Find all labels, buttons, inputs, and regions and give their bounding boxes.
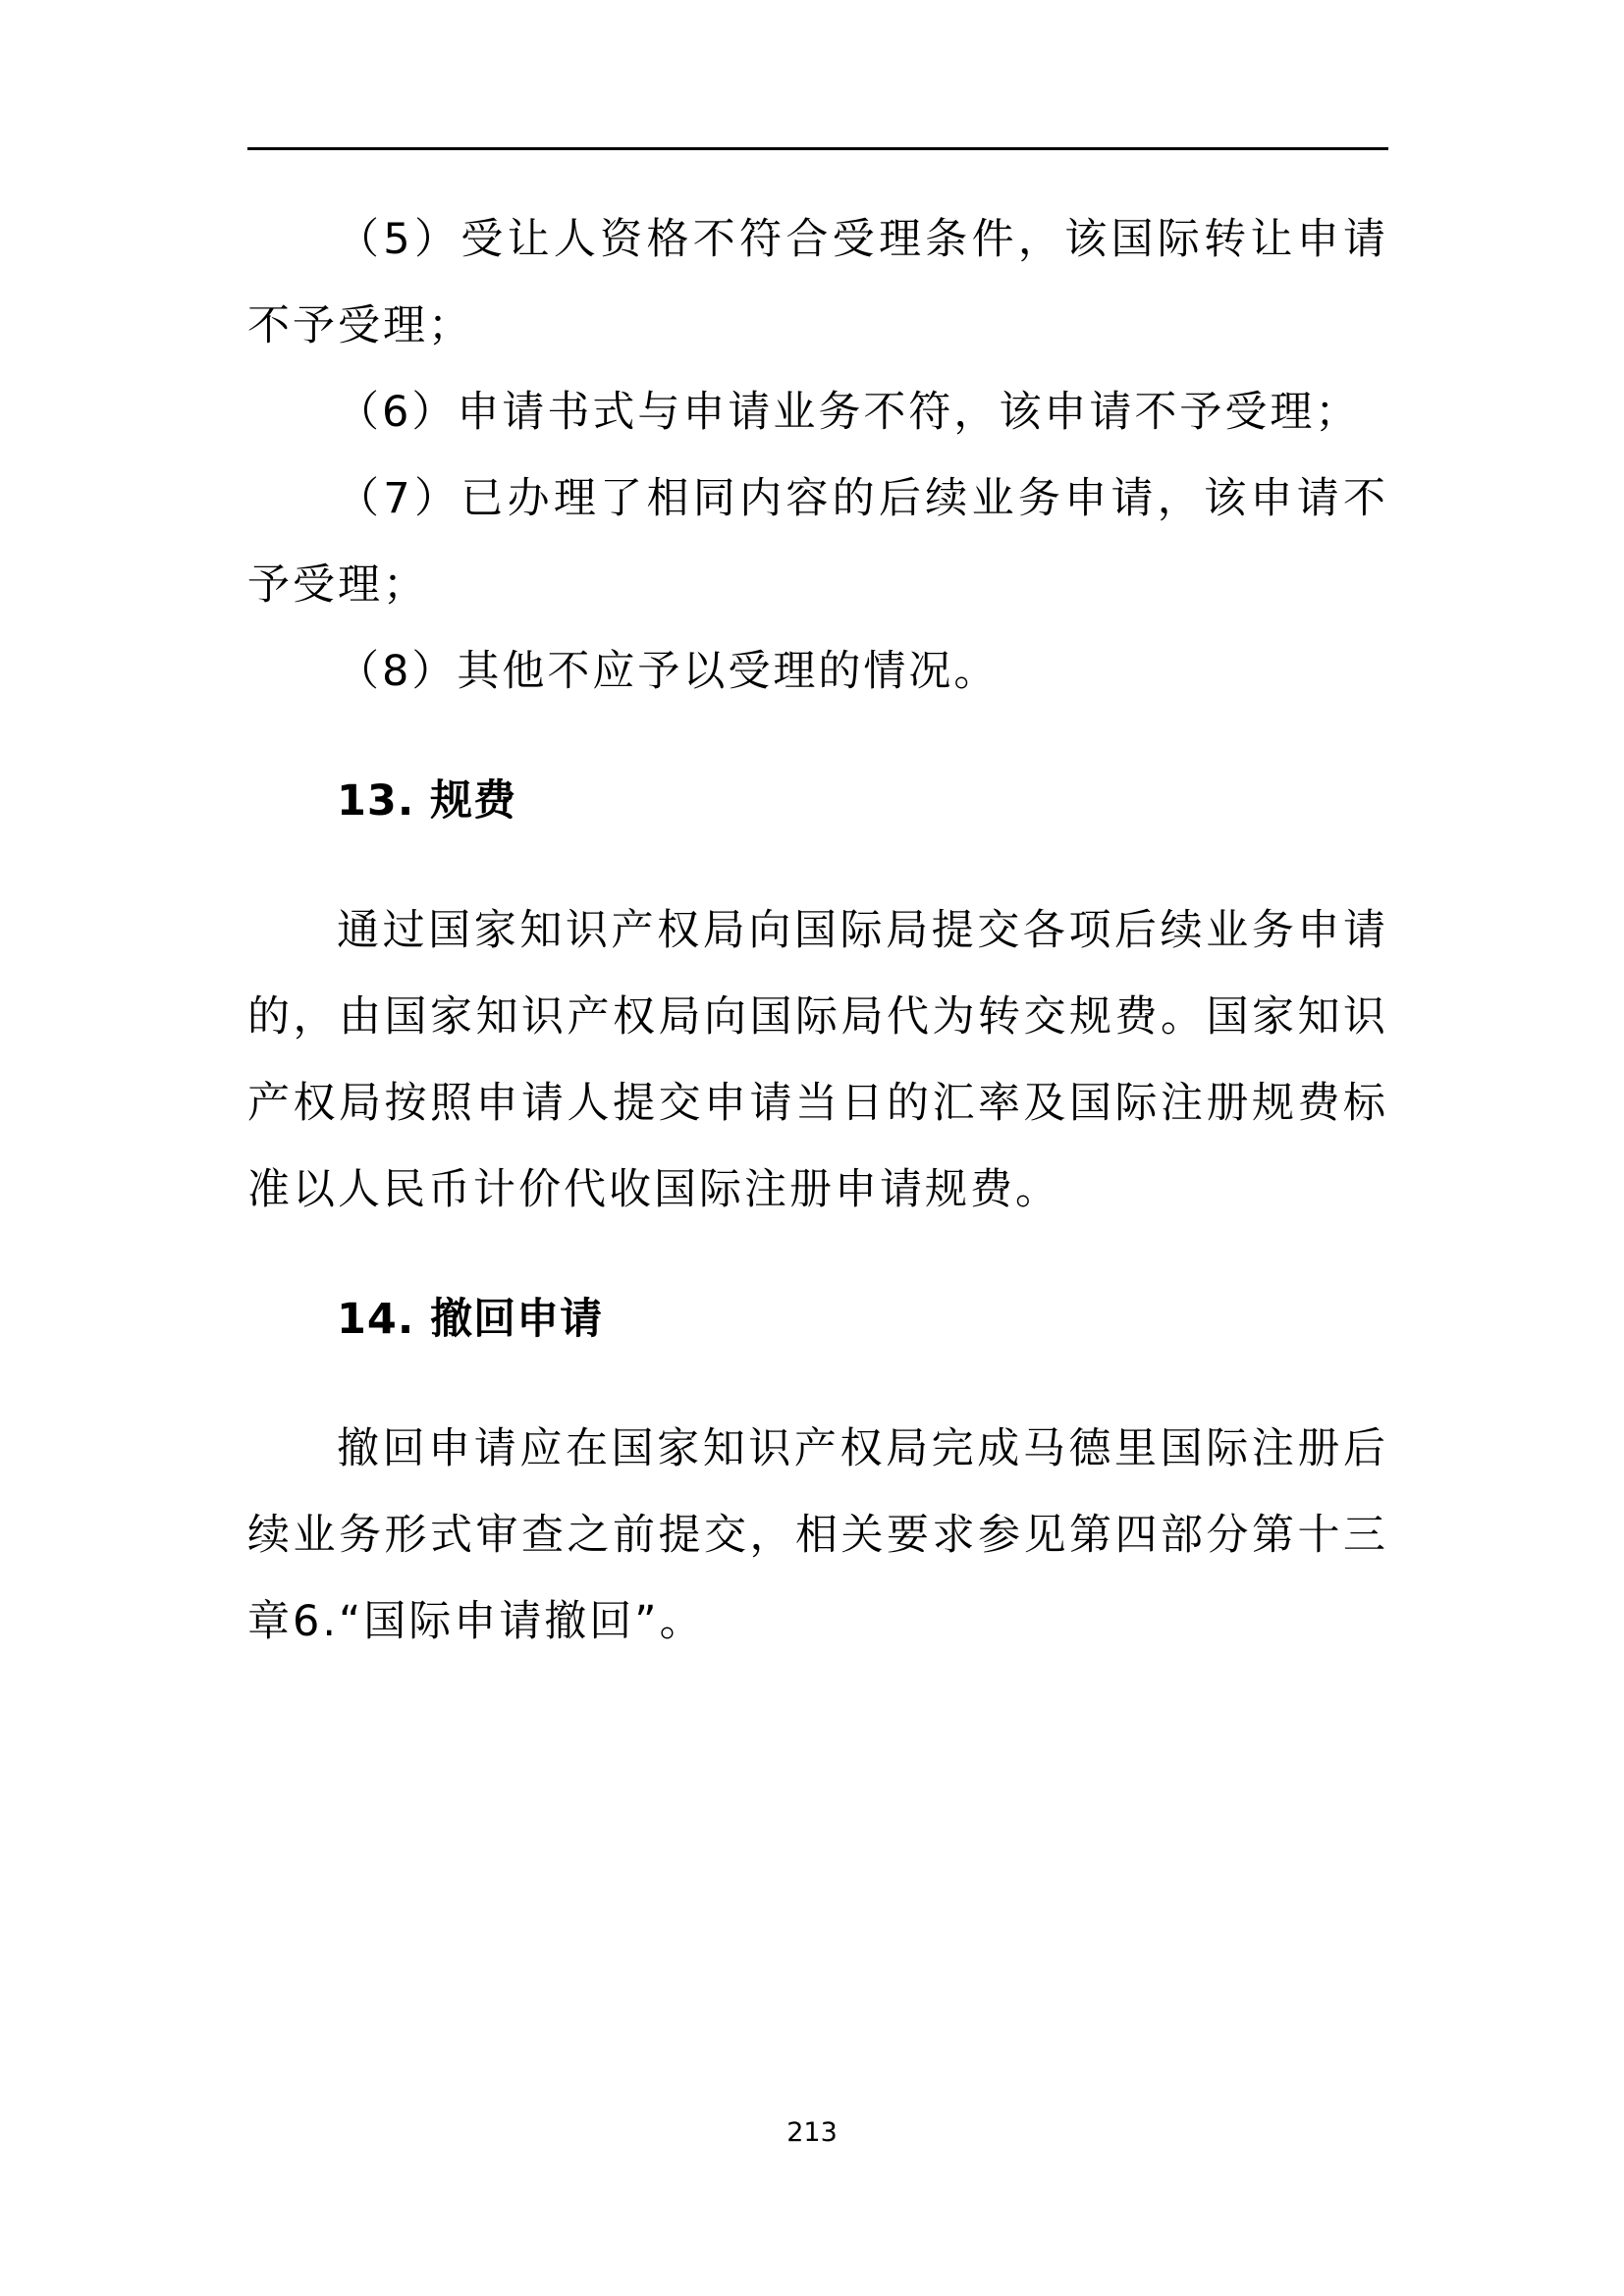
section-13-heading: 13. 规费 xyxy=(337,776,517,826)
list-item-5: （5）受让人资格不符合受理条件，该国际转让申请不予受理； xyxy=(247,215,1388,350)
list-item-8: （8）其他不应予以受理的情况。 xyxy=(337,647,1000,696)
page-content xyxy=(247,196,1388,1665)
page-number: 213 xyxy=(786,2117,838,2148)
section-14-heading: 14. 撤回申请 xyxy=(337,1295,604,1344)
list-item-7: （7）已办理了相同内容的后续业务申请，该申请不予受理； xyxy=(247,474,1388,610)
list-item-6: （6）申请书式与申请业务不符，该申请不予受理； xyxy=(337,388,1361,437)
header-rule xyxy=(247,147,1388,150)
section-13-body: 通过国家知识产权局向国际局提交各项后续业务申请的，由国家知识产权局向国际局代为转交规费。国家知识产权局按照申请人提交申请当日的汇率及国际注册规费标准以人民币计价代收国际注册申请规费。 xyxy=(247,906,1388,1214)
section-14-body: 撤回申请应在国家知识产权局完成马德里国际注册后续业务形式审查之前提交，相关要求参见第四部分第十三章6.“国际申请撤回”。 xyxy=(247,1424,1388,1646)
